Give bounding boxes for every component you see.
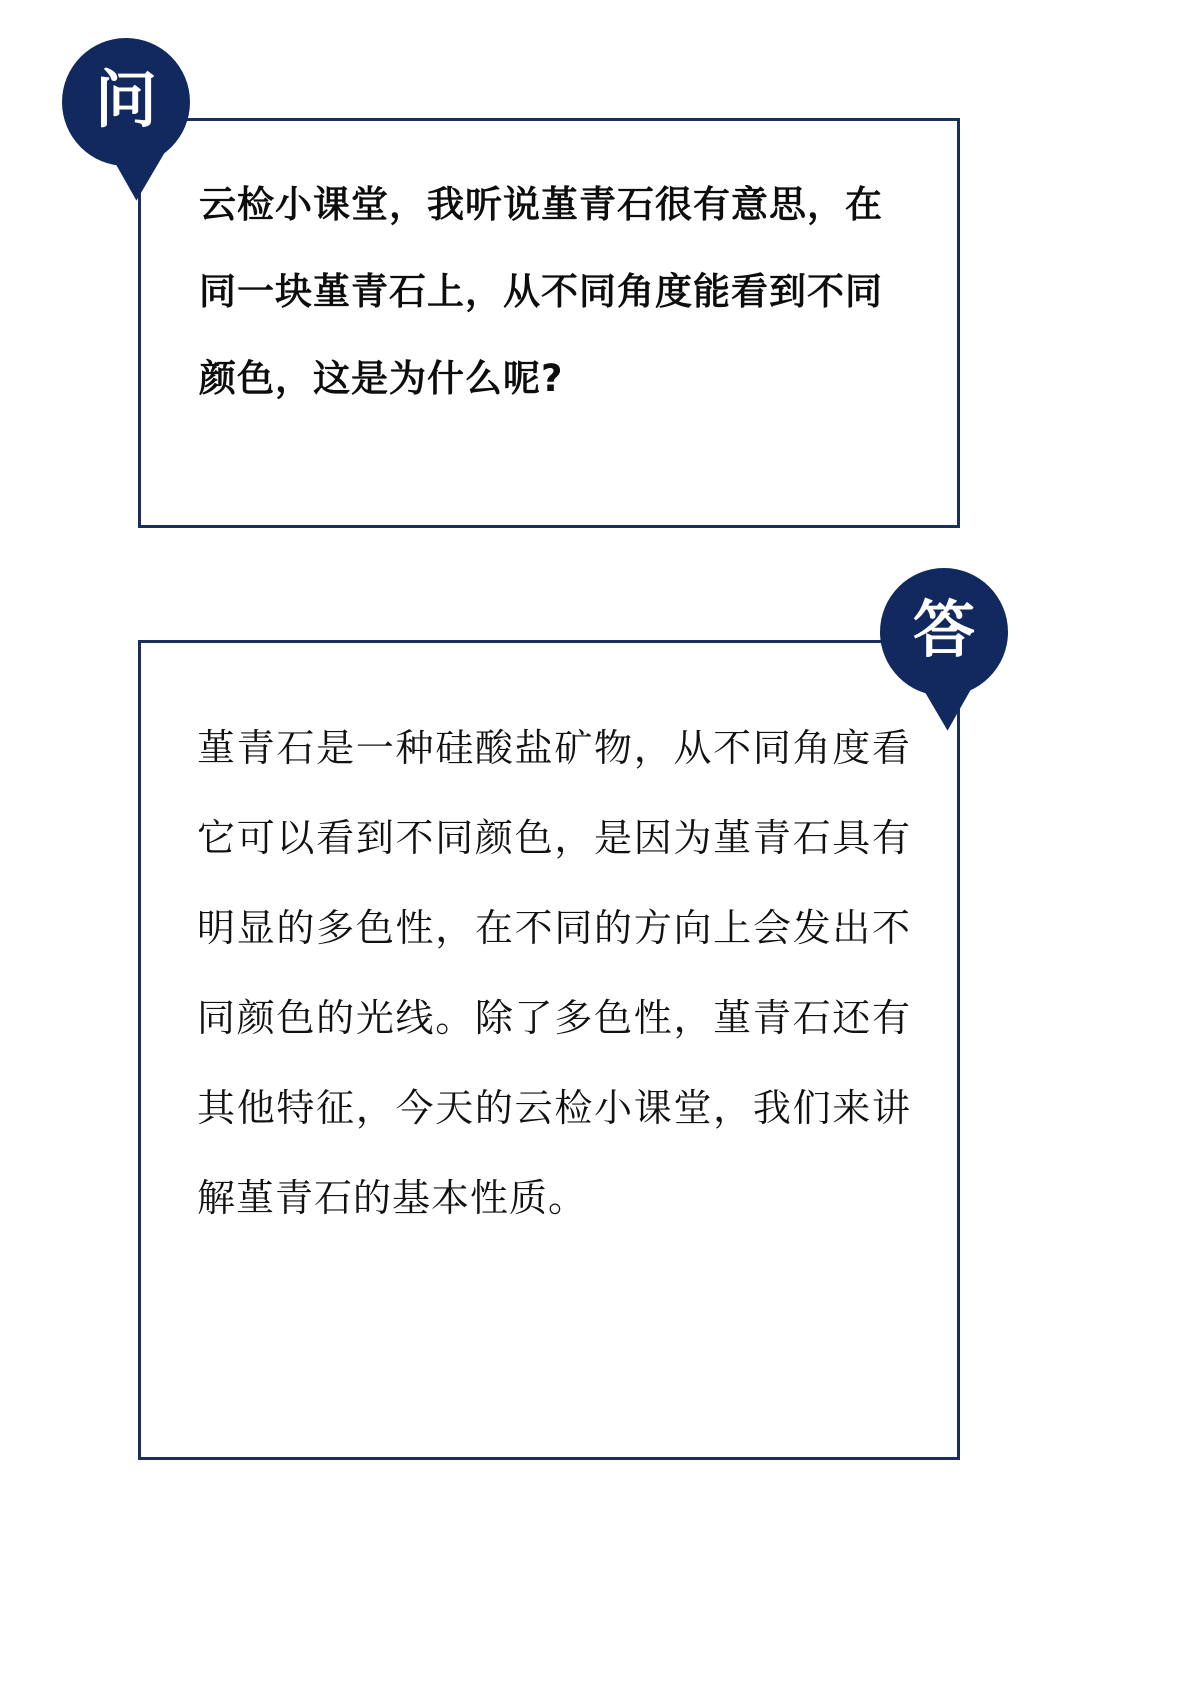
answer-badge xyxy=(880,568,1008,696)
answer-badge-label: 答 xyxy=(912,593,975,666)
question-badge xyxy=(62,38,190,166)
question-panel xyxy=(138,118,960,528)
answer-panel xyxy=(138,640,960,1460)
question-text: 云检小课堂，我听说堇青石很有意思，在同一块堇青石上，从不同角度能看到不同颜色，这是为什么呢? xyxy=(199,183,883,400)
answer-text: 堇青石是一种硅酸盐矿物，从不同角度看它可以看到不同颜色，是因为堇青石具有明显的多色性，在不同的方向上会发出不同颜色的光线。除了多色性，堇青石还有其他特征，今天的云检小课堂，我们来讲解堇青石的基本性质。 xyxy=(197,726,911,1220)
question-badge-label: 问 xyxy=(94,63,157,136)
